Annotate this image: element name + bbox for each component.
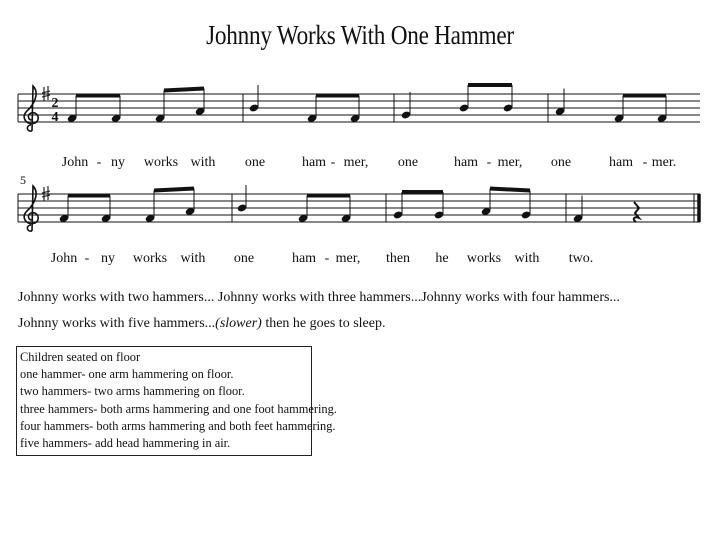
lyric-syllable: works xyxy=(132,251,168,266)
lyric-syllable: with xyxy=(514,251,540,266)
instruction-line: three hammers- both arms hammering and one foot hammering. xyxy=(20,401,337,416)
lyric-syllable: mer, xyxy=(497,155,523,170)
lyric-syllable: - xyxy=(642,155,648,170)
verse-line-2-ending: then he goes to sleep. xyxy=(261,316,386,331)
lyric-syllable: mer, xyxy=(343,155,369,170)
instruction-line: one hammer- one arm hammering on floor. xyxy=(20,367,234,382)
lyric-syllable: with xyxy=(180,251,206,266)
note-beam xyxy=(490,189,530,191)
lyric-syllable: - xyxy=(330,155,336,170)
treble-clef-icon xyxy=(24,86,38,131)
treble-clef-icon xyxy=(24,186,38,231)
lyric-syllable: ny xyxy=(111,155,125,170)
lyric-syllable: works xyxy=(466,251,502,266)
verse-line-1: Johnny works with two hammers... Johnny works with three hammers...Johnny works with four hammers... xyxy=(18,290,620,305)
lyric-syllable: mer. xyxy=(651,155,677,170)
instruction-line: two hammers- two arms hammering on floor. xyxy=(20,384,245,399)
lyric-syllable: - xyxy=(486,155,492,170)
time-signature-bottom: 4 xyxy=(51,110,59,125)
lyric-syllable: ham xyxy=(301,155,327,170)
lyric-syllable: ny xyxy=(101,251,115,266)
measure-number: 5 xyxy=(20,173,26,187)
music-staff-system-2 xyxy=(0,170,720,280)
lyric-syllable: with xyxy=(190,155,216,170)
quarter-rest-icon xyxy=(634,202,639,222)
lyric-syllable: - xyxy=(324,251,330,266)
lyric-syllable: ham xyxy=(608,155,634,170)
note-beam xyxy=(164,89,204,91)
lyric-syllable: - xyxy=(84,251,90,266)
lyric-syllable: - xyxy=(96,155,102,170)
lyric-syllable: one xyxy=(550,155,572,170)
note-beam xyxy=(154,189,194,191)
lyric-syllable: one xyxy=(244,155,266,170)
lyric-syllable: John xyxy=(61,155,89,170)
instructions-box xyxy=(16,346,337,456)
time-signature-top: 2 xyxy=(51,96,59,111)
verse-line-2-text: Johnny works with five hammers... xyxy=(18,316,216,331)
lyric-syllable: works xyxy=(143,155,179,170)
lyric-syllable: ham xyxy=(291,251,317,266)
instruction-line: four hammers- both arms hammering and both feet hammering. xyxy=(20,418,336,433)
lyric-syllable: he xyxy=(435,251,449,266)
lyric-syllable: ham xyxy=(453,155,479,170)
instruction-line: five hammers- add head hammering in air. xyxy=(20,436,231,451)
lyric-syllable: then xyxy=(385,251,411,266)
tempo-direction: (slower) xyxy=(215,316,262,331)
instruction-line: Children seated on floor xyxy=(20,350,141,364)
verse-line-2 xyxy=(18,316,385,332)
lyric-syllable: John xyxy=(50,251,78,266)
music-staff-system-1 xyxy=(0,80,720,180)
lyric-syllable: one xyxy=(233,251,255,266)
song-title: Johnny Works With One Hammer xyxy=(206,20,514,50)
lyric-syllable: mer, xyxy=(335,251,361,266)
lyric-syllable: one xyxy=(397,155,419,170)
lyric-syllable: two. xyxy=(568,251,594,266)
